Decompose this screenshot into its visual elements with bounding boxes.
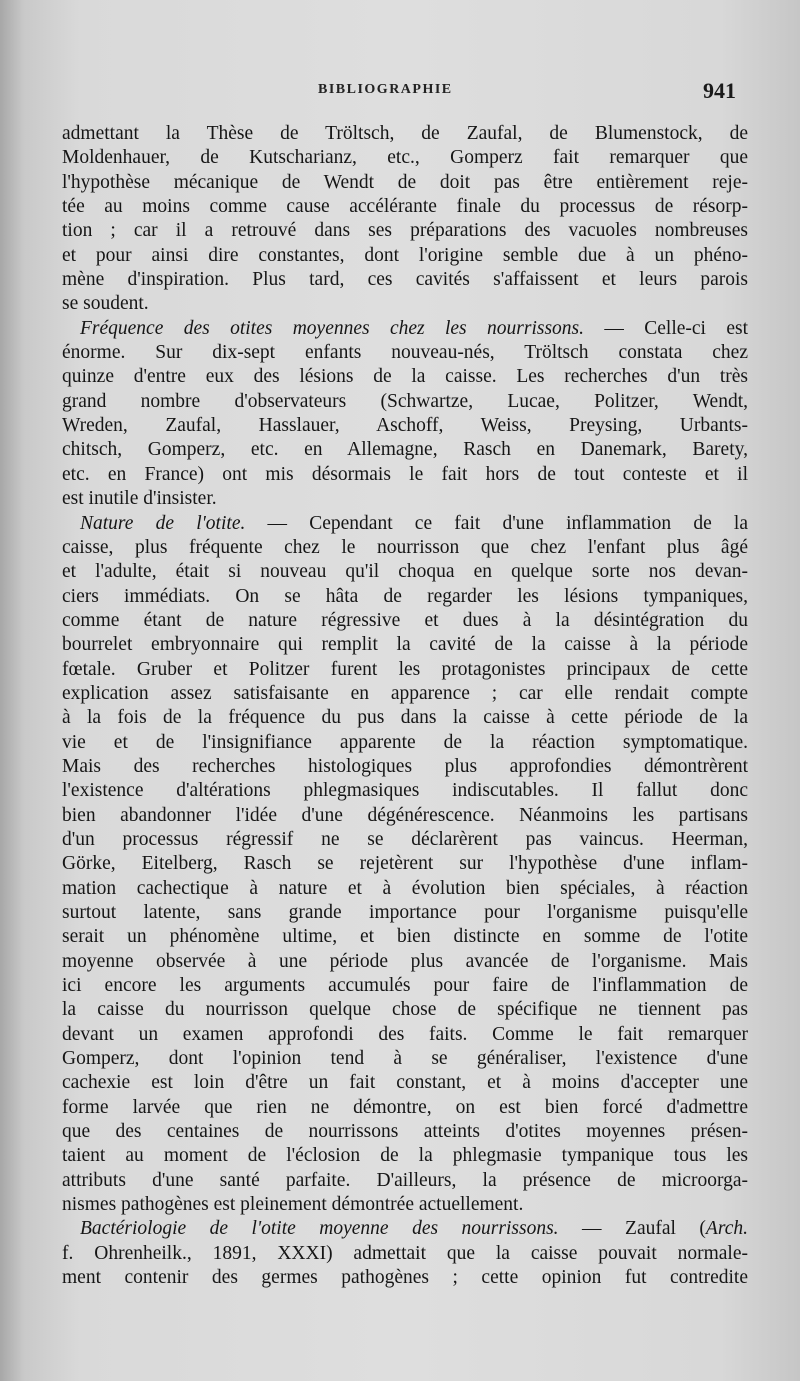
section-heading-frequence: Fréquence des otites moyennes chez les nourrissons. bbox=[80, 317, 585, 339]
text-line: grand nombre d'observateurs (Schwartze, Lucae, Politzer, Wendt, bbox=[62, 390, 748, 412]
page-number: 941 bbox=[703, 78, 736, 103]
text-line: f. Ohrenheilk., 1891, XXXI) admettait que la caisse pouvait normale- bbox=[62, 1242, 748, 1264]
text-line: Gomperz, dont l'opinion tend à se généraliser, l'existence d'une bbox=[62, 1048, 748, 1070]
text-line: comme étant de nature régressive et dues à la désintégration du bbox=[62, 609, 748, 631]
text-line: énorme. Sur dix-sept enfants nouveau-nés, Tröltsch constata chez bbox=[62, 342, 748, 364]
text-line: Mais des recherches histologiques plus approfondies démontrèrent bbox=[62, 755, 748, 777]
text-line: l'existence d'altérations phlegmasiques indiscutables. Il fallut donc bbox=[62, 780, 748, 802]
heading-continuation: — Cependant ce fait d'une inflammation de la bbox=[245, 512, 748, 534]
section-heading-nature: Nature de l'otite. bbox=[80, 512, 246, 534]
text-line: mation cachectique à nature et à évolution bien spéciales, à réaction bbox=[62, 877, 748, 899]
text-line: Görke, Eitelberg, Rasch se rejetèrent sur l'hypothèse d'une inflam- bbox=[62, 853, 748, 875]
text-line: admettant la Thèse de Tröltsch, de Zaufal, de Blumenstock, de bbox=[62, 123, 748, 144]
paragraph-heading-line bbox=[62, 512, 748, 536]
heading-continuation: — Celle-ci est bbox=[584, 317, 748, 339]
text-line: fœtale. Gruber et Politzer furent les protagonistes principaux de cette bbox=[62, 658, 748, 680]
text-line: est inutile d'insister. bbox=[62, 488, 217, 510]
text-line: chitsch, Gomperz, etc. en Allemagne, Rasch en Danemark, Barety, bbox=[62, 439, 748, 461]
section-heading-bacteriologie: Bactériologie de l'otite moyenne des nourrissons. bbox=[80, 1218, 559, 1240]
text-line: tée au moins comme cause accélérante finale du processus de résorp- bbox=[62, 196, 748, 218]
text-line: ici encore les arguments accumulés pour faire de l'inflammation de bbox=[62, 975, 748, 997]
text-line: moyenne observée à une période plus avancée de l'organisme. Mais bbox=[62, 950, 748, 972]
page-body bbox=[62, 122, 748, 1291]
text-line: Wreden, Zaufal, Hasslauer, Aschoff, Weiss, Preysing, Urbants- bbox=[62, 415, 748, 437]
running-title: BIBLIOGRAPHIE bbox=[318, 82, 453, 97]
text-line: Moldenhauer, de Kutscharianz, etc., Gomperz fait remarquer que bbox=[62, 147, 748, 169]
text-line: tion ; car il a retrouvé dans ses préparations des vacuoles nombreuses bbox=[62, 220, 748, 242]
text-line: devant un examen approfondi des faits. Comme le fait remarquer bbox=[62, 1023, 748, 1045]
text-line: se soudent. bbox=[62, 293, 149, 315]
text-line: caisse, plus fréquente chez le nourrisson que chez l'enfant plus âgé bbox=[62, 536, 748, 558]
text-line: bien abandonner l'idée d'une dégénérescence. Néanmoins les partisans bbox=[62, 804, 748, 826]
text-line: la caisse du nourrisson quelque chose de spécifique ne tiennent pas bbox=[62, 999, 748, 1021]
text-line: ciers immédiats. On se hâta de regarder les lésions tympaniques, bbox=[62, 585, 748, 607]
text-line: serait un phénomène ultime, et bien distincte en somme de l'otite bbox=[62, 926, 748, 948]
journal-abbreviation: Arch. bbox=[705, 1218, 748, 1240]
heading-continuation: — Zaufal ( bbox=[558, 1218, 706, 1240]
text-line: cachexie est loin d'être un fait constant, et à moins d'accepter une bbox=[62, 1072, 748, 1094]
text-line: taient au moment de l'éclosion de la phlegmasie tympanique tous les bbox=[62, 1145, 748, 1167]
running-head bbox=[60, 78, 750, 104]
text-line: que des centaines de nourrissons atteints d'otites moyennes présen- bbox=[62, 1121, 748, 1143]
text-line: bourrelet embryonnaire qui remplit la cavité de la caisse à la période bbox=[62, 634, 748, 656]
text-line: surtout latente, sans grande importance pour l'organisme puisqu'elle bbox=[62, 902, 748, 923]
text-line: etc. en France) ont mis désormais le fait hors de tout conteste et il bbox=[62, 463, 748, 485]
text-line: mène d'inspiration. Plus tard, ces cavités s'affaissent et leurs parois bbox=[62, 269, 748, 291]
text-line: explication assez satisfaisante en apparence ; car elle rendait compte bbox=[62, 682, 748, 704]
text-line: d'un processus régressif ne se déclarèrent pas vaincus. Heerman, bbox=[62, 828, 748, 850]
text-line: forme larvée que rien ne démontre, on est bien forcé d'admettre bbox=[62, 1096, 748, 1118]
text-line: quinze d'entre eux des lésions de la caisse. Les recherches d'un très bbox=[62, 366, 748, 388]
text-line: l'hypothèse mécanique de Wendt de doit pas être entièrement reje- bbox=[62, 171, 748, 193]
text-line: et l'adulte, était si nouveau qu'il choqua en quelque sorte nos devan- bbox=[62, 561, 748, 583]
text-line: à la fois de la fréquence du pus dans la caisse à cette période de la bbox=[62, 707, 748, 729]
paragraph-heading-line bbox=[62, 1217, 748, 1241]
text-line: attributs d'une santé parfaite. D'ailleurs, la présence de microorga- bbox=[62, 1169, 748, 1191]
text-line: et pour ainsi dire constantes, dont l'origine semble due à un phéno- bbox=[62, 244, 748, 266]
paragraph-heading-line bbox=[62, 317, 748, 341]
text-line: ment contenir des germes pathogènes ; cette opinion fut contredite bbox=[62, 1267, 748, 1289]
text-line: nismes pathogènes est pleinement démontrée actuellement. bbox=[62, 1194, 524, 1216]
text-line: vie et de l'insignifiance apparente de la réaction symptomatique. bbox=[62, 731, 748, 753]
